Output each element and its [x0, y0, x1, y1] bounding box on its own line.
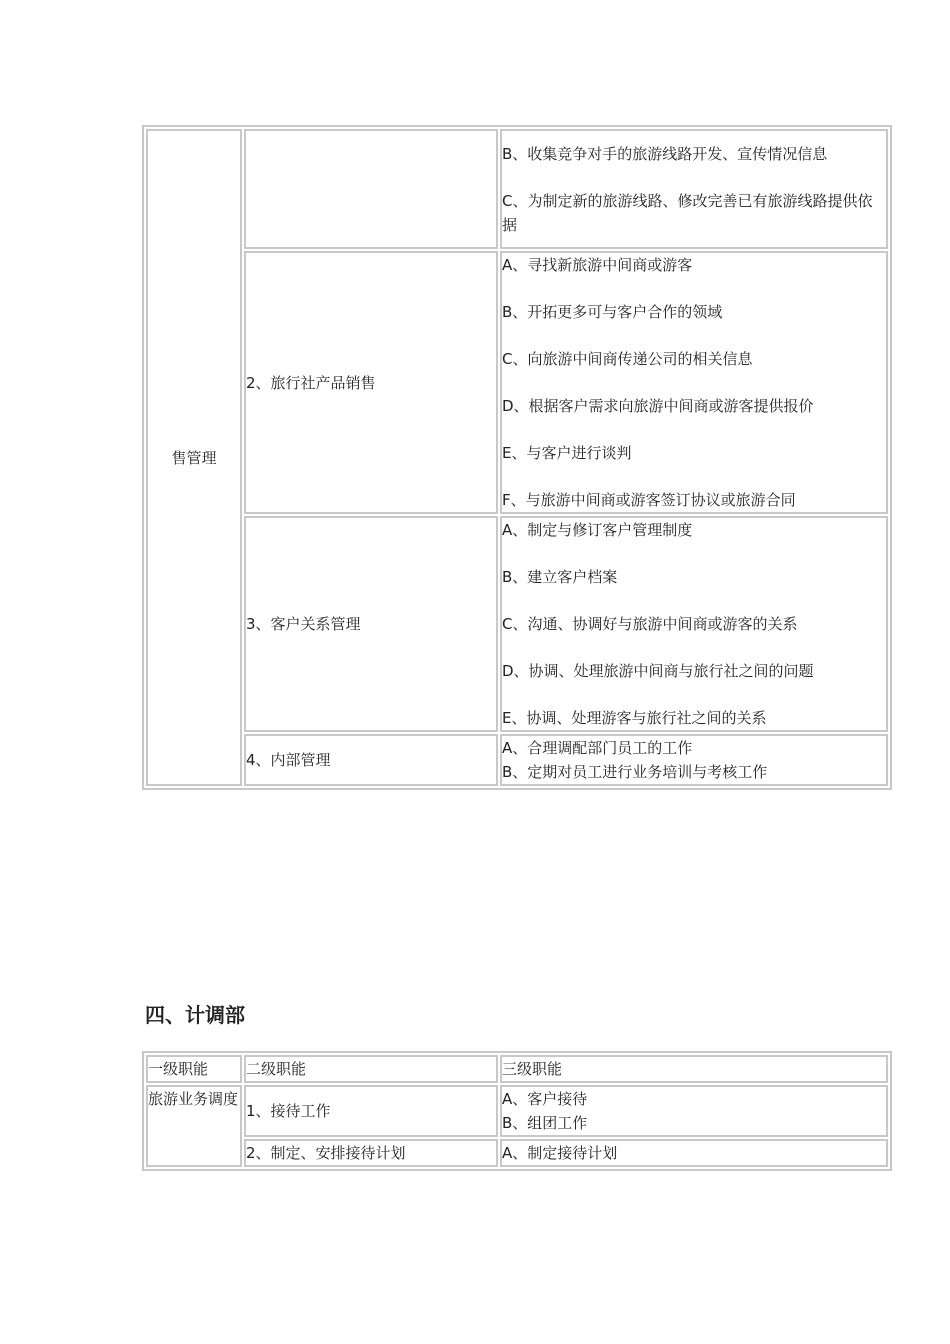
third-level-cell	[500, 734, 888, 786]
table-row	[146, 251, 888, 514]
list-item: B、收集竞争对手的旅游线路开发、宣传情况信息	[502, 144, 828, 163]
list-item: A、制定接待计划	[502, 1144, 618, 1162]
list-item: D、协调、处理旅游中间商与旅行社之间的问题	[502, 662, 814, 680]
header-first-level: 一级职能	[146, 1055, 242, 1083]
third-level-cell	[500, 129, 888, 249]
second-level-cell: 3、客户关系管理	[244, 516, 498, 732]
list-item: E、协调、处理游客与旅行社之间的关系	[502, 709, 767, 727]
third-level-cell	[500, 1139, 888, 1167]
section-heading: 四、计调部	[145, 1003, 245, 1027]
sales-function-table	[142, 125, 892, 790]
second-level-cell: 2、制定、安排接待计划	[244, 1139, 498, 1167]
second-level-cell: 4、内部管理	[244, 734, 498, 786]
first-level-cell: 旅游业务调度	[146, 1085, 242, 1167]
table-header-row	[146, 1055, 888, 1083]
list-item: B、开拓更多可与客户合作的领域	[502, 303, 723, 321]
list-item: A、制定与修订客户管理制度	[502, 521, 693, 539]
second-level-cell: 2、旅行社产品销售	[244, 251, 498, 514]
list-item: B、建立客户档案	[502, 568, 618, 586]
second-level-cell	[244, 129, 498, 249]
second-level-cell: 1、接待工作	[244, 1085, 498, 1137]
list-item: D、根据客户需求向旅游中间商或游客提供报价	[502, 397, 814, 415]
third-level-cell	[500, 516, 888, 732]
list-item: C、沟通、协调好与旅游中间商或游客的关系	[502, 615, 798, 633]
third-level-cell	[500, 1085, 888, 1137]
third-level-cell	[500, 251, 888, 514]
list-item: A、合理调配部门员工的工作	[502, 739, 693, 757]
header-second-level: 二级职能	[244, 1055, 498, 1083]
list-item: F、与旅游中间商或游客签订协议或旅游合同	[502, 491, 796, 509]
table-row	[146, 1085, 888, 1137]
list-item: A、客户接待	[502, 1090, 588, 1108]
first-level-cell: 售管理	[146, 129, 242, 786]
list-item: E、与客户进行谈判	[502, 444, 632, 462]
table-row	[146, 734, 888, 786]
list-item: C、向旅游中间商传递公司的相关信息	[502, 350, 753, 368]
list-item: C、为制定新的旅游线路、修改完善已有旅游线路提供依据	[502, 191, 873, 234]
dispatch-function-table	[142, 1051, 892, 1171]
list-item: A、寻找新旅游中间商或游客	[502, 256, 693, 274]
table-row	[146, 516, 888, 732]
header-third-level: 三级职能	[500, 1055, 888, 1083]
table-row	[146, 1139, 888, 1167]
table-row	[146, 129, 888, 249]
list-item: B、定期对员工进行业务培训与考核工作	[502, 763, 768, 781]
list-item: B、组团工作	[502, 1114, 588, 1132]
